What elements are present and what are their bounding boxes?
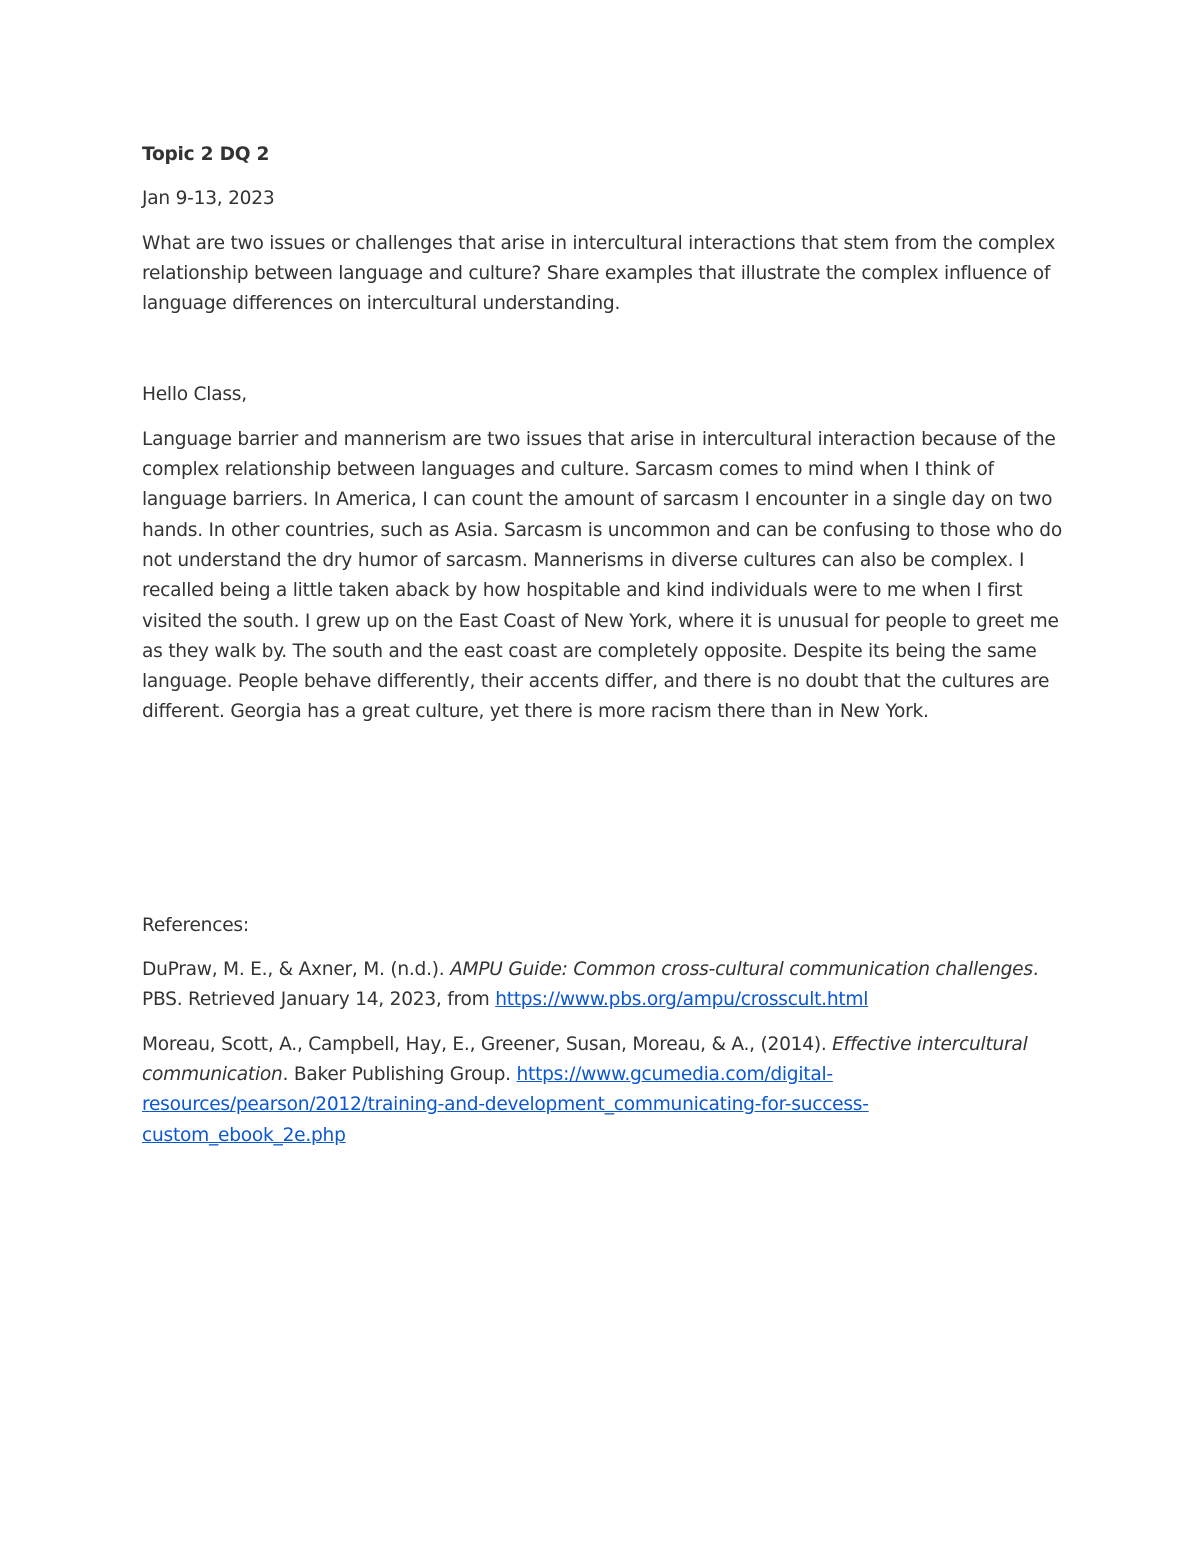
document-date: Jan 9-13, 2023 [142,188,275,210]
reference-authors: Moreau, Scott, A., Campbell, Hay, E., Greener, Susan, Moreau, & A., (2014). [142,1033,833,1055]
references-heading: References: [142,914,249,936]
document-content [142,140,1072,1165]
document-title: Topic 2 DQ 2 [142,144,270,165]
reference-item-1 [142,955,1072,1016]
reference-link[interactable]: https://www.gcumedia.com/digital-resources/pearson/2012/training-and-development_communicating-for-success-custom_ebook_2e.php [142,1063,869,1146]
reference-authors: DuPraw, M. E., & Axner, M. (n.d.). [142,959,451,981]
response-body: Language barrier and mannerism are two issues that arise in intercultural interaction because of the complex relationship between languages and culture. Sarcasm comes to mind when I think of language barriers. In America, I can count the amount of sarcasm I encounter in a single day on two hands. In other countries, such as Asia. Sarcasm is uncommon and can be confusing to those who do not understand the dry humor of sarcasm. Mannerisms in diverse cultures can also be complex. I recalled being a little taken aback by how hospitable and kind individuals were to me when I first visited the south. I grew up on the East Coast of New York, where it is unusual for people to greet me as they walk by. The south and the east coast are completely opposite. Despite its being the same language. People behave differently, their accents differ, and there is no doubt that the cultures are different. Georgia has a great culture, yet there is more racism there than in New York. [142,428,1062,723]
reference-title: AMPU Guide: Common cross-cultural communication challenges [450,959,1033,981]
reference-link[interactable]: https://www.pbs.org/ampu/crosscult.html [495,989,869,1011]
reference-title: Effective intercultural communication [142,1033,1028,1085]
reference-source: . PBS. Retrieved January 14, 2023, from [142,959,1039,1011]
reference-item-2 [142,1030,1072,1151]
reference-source: . Baker Publishing Group. [282,1063,517,1085]
discussion-prompt: What are two issues or challenges that arise in intercultural interactions that stem from the complex relationship between language and culture? Share examples that illustrate the complex influence of language differences on intercultural understanding. [142,232,1056,315]
greeting: Hello Class, [142,384,247,406]
